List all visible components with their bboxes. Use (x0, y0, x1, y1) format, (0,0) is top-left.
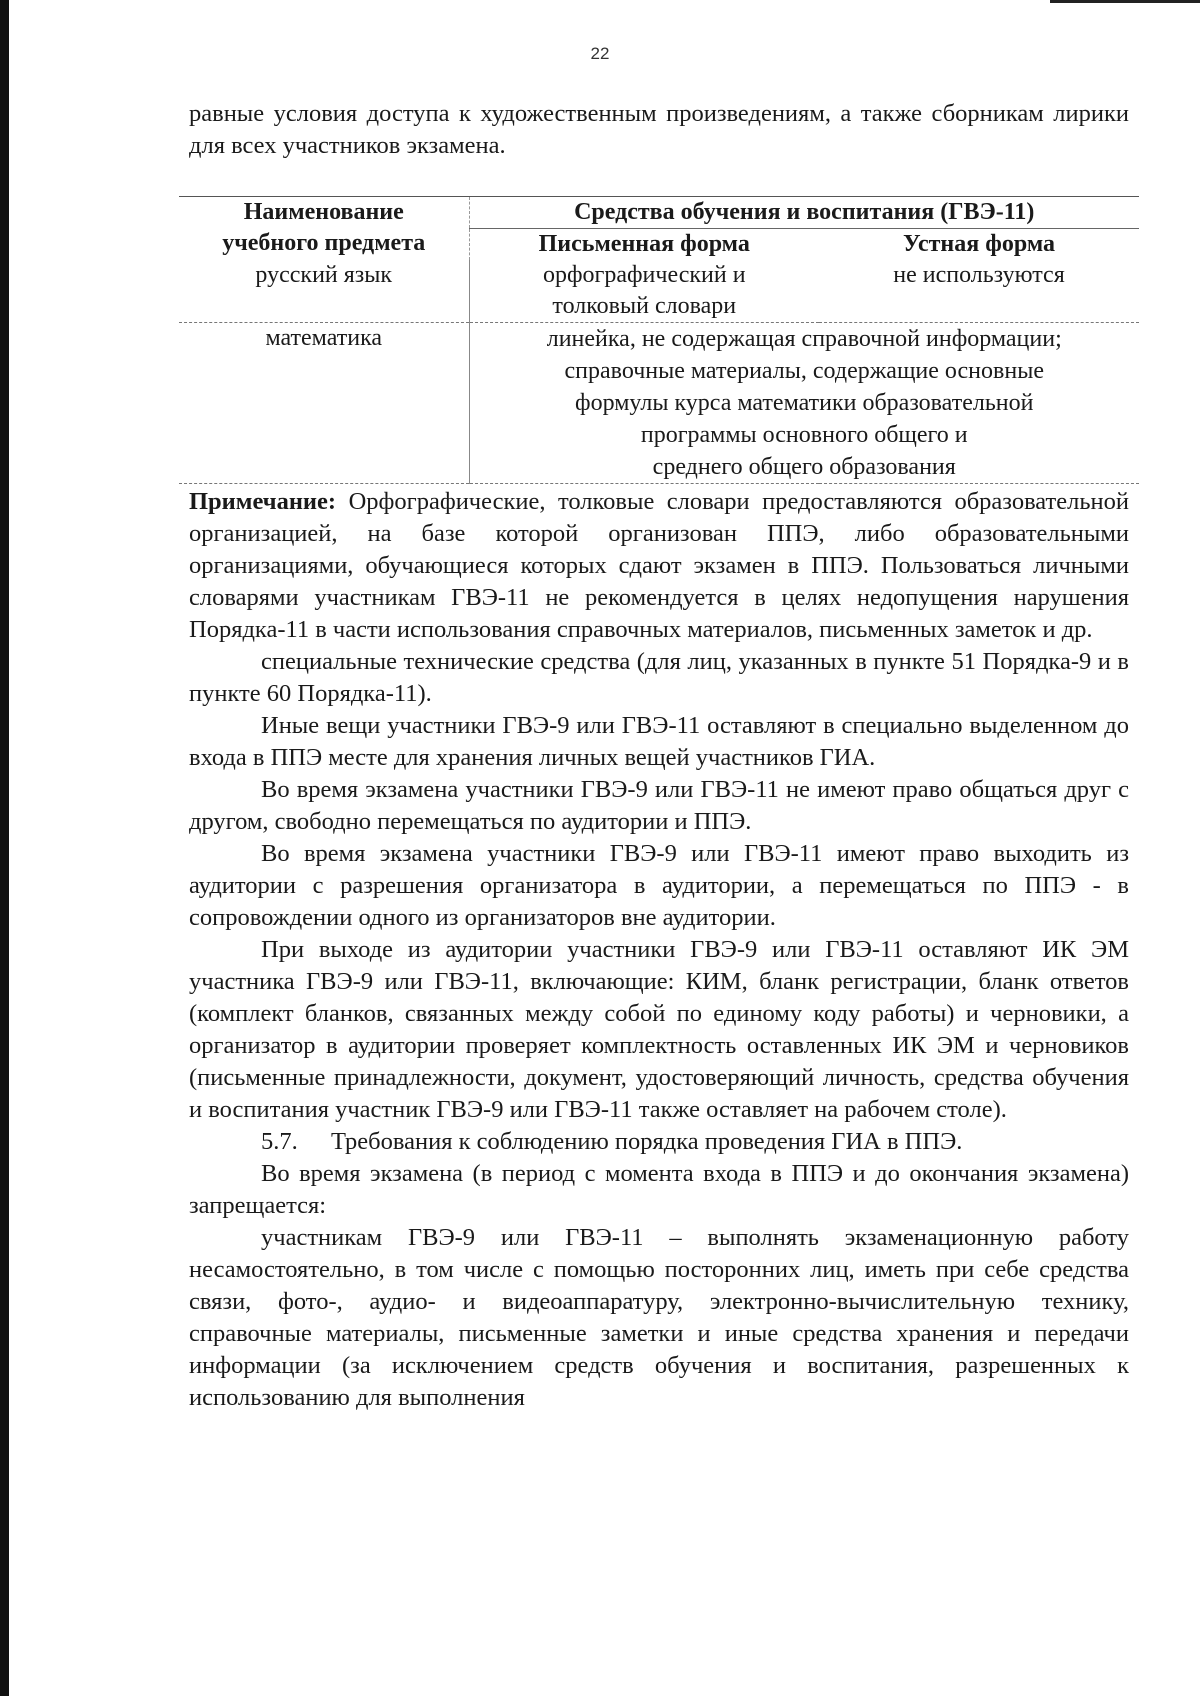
written-form-header: Письменная форма (538, 231, 750, 257)
means-group-header: Средства обучения и воспитания (ГВЭ-11) (469, 197, 1139, 229)
oral-form-cell: не используются (819, 260, 1139, 323)
note-label: Примечание: (189, 488, 337, 515)
section-number: 5.7. (261, 1128, 298, 1155)
section-title: Требования к соблюдению порядка проведения ГИА в ППЭ. (331, 1128, 963, 1155)
page-number: 22 (590, 44, 610, 63)
written-line-2: толковый словари (552, 293, 737, 319)
intro-paragraph: равные условия доступа к художественным произведениям, а также сборникам лирики для всех участников экзамена. (189, 100, 1129, 159)
body-paragraph: При выходе из аудитории участники ГВЭ-9 или ГВЭ-11 оставляют ИК ЭМ участника ГВЭ-9 или ГВЭ-11, включающие: КИМ, бланк регистрации, бланк ответов (комплект бланков, связанных между собой по единому коду работы) и черновики, а организатор в аудитории проверяет комплектность оставленных ИК ЭМ и черновиков (письменные принадлежности, документ, удостоверяющий личность, средства обучения и воспитания участник ГВЭ-9 или ГВЭ-11 также оставляет на рабочем столе). (189, 936, 1129, 1123)
written-line-1: орфографический и (542, 262, 746, 288)
scan-left-edge (0, 0, 9, 1696)
learning-means-table (179, 196, 1139, 484)
subject-cell: математика (179, 323, 469, 484)
oral-form-header: Устная форма (902, 231, 1056, 257)
math-means-line: формулы курса математики образовательной (575, 390, 1034, 416)
math-means-line: программы основного общего и (640, 422, 968, 448)
table-row (179, 260, 1139, 323)
body-paragraph: Во время экзамена (в период с момента входа в ППЭ и до окончания экзамена) запрещается: (189, 1160, 1129, 1219)
table-header-row-1 (179, 197, 1139, 229)
scan-top-edge (1050, 0, 1200, 3)
subject-header-line-2: учебного предмета (222, 230, 426, 256)
subject-header (179, 197, 469, 261)
math-means-line: среднего общего образования (652, 454, 956, 480)
table-row (179, 323, 1139, 484)
math-means-line: справочные материалы, содержащие основные (564, 358, 1044, 384)
body-paragraph: специальные технические средства (для лиц, указанных в пункте 51 Порядка-9 и в пункте 60 Порядка-11). (189, 648, 1129, 707)
subject-header-line-1: Наименование (243, 199, 404, 225)
document-body (189, 98, 1129, 1414)
section-heading (189, 1126, 1129, 1158)
body-paragraph: Во время экзамена участники ГВЭ-9 или ГВЭ-11 не имеют право общаться друг с другом, свободно перемещаться по аудитории и ППЭ. (189, 776, 1129, 835)
body-paragraph: Во время экзамена участники ГВЭ-9 или ГВЭ-11 имеют право выходить из аудитории с разрешения организатора в аудитории, а перемещаться по ППЭ - в сопровождении одного из организаторов вне аудитории. (189, 840, 1129, 931)
written-form-cell (469, 260, 819, 323)
body-paragraph: Иные вещи участники ГВЭ-9 или ГВЭ-11 оставляют в специально выделенном до входа в ППЭ месте для хранения личных вещей участников ГИА. (189, 712, 1129, 771)
math-means-cell (469, 323, 1139, 484)
note-paragraph (189, 486, 1129, 646)
subject-cell: русский язык (179, 260, 469, 323)
math-means-line: линейка, не содержащая справочной информации; (546, 326, 1062, 352)
body-paragraph: участникам ГВЭ-9 или ГВЭ-11 – выполнять экзаменационную работу несамостоятельно, в том числе с помощью посторонних лиц, иметь при себе средства связи, фото-, аудио- и видеоаппаратуру, электронно-вычислительную технику, справочные материалы, письменные заметки и иные средства хранения и передачи информации (за исключением средств обучения и воспитания, разрешенных к использованию для выполнения (189, 1224, 1129, 1411)
note-text: Орфографические, толковые словари предоставляются образовательной организацией, на базе которой организован ППЭ, либо образовательными организациями, обучающиеся которых сдают экзамен в ППЭ. Пользоваться личными словарями участникам ГВЭ-11 не рекомендуется в целях недопущения нарушения Порядка-11 в части использования справочных материалов, письменных заметок и др. (189, 488, 1130, 643)
